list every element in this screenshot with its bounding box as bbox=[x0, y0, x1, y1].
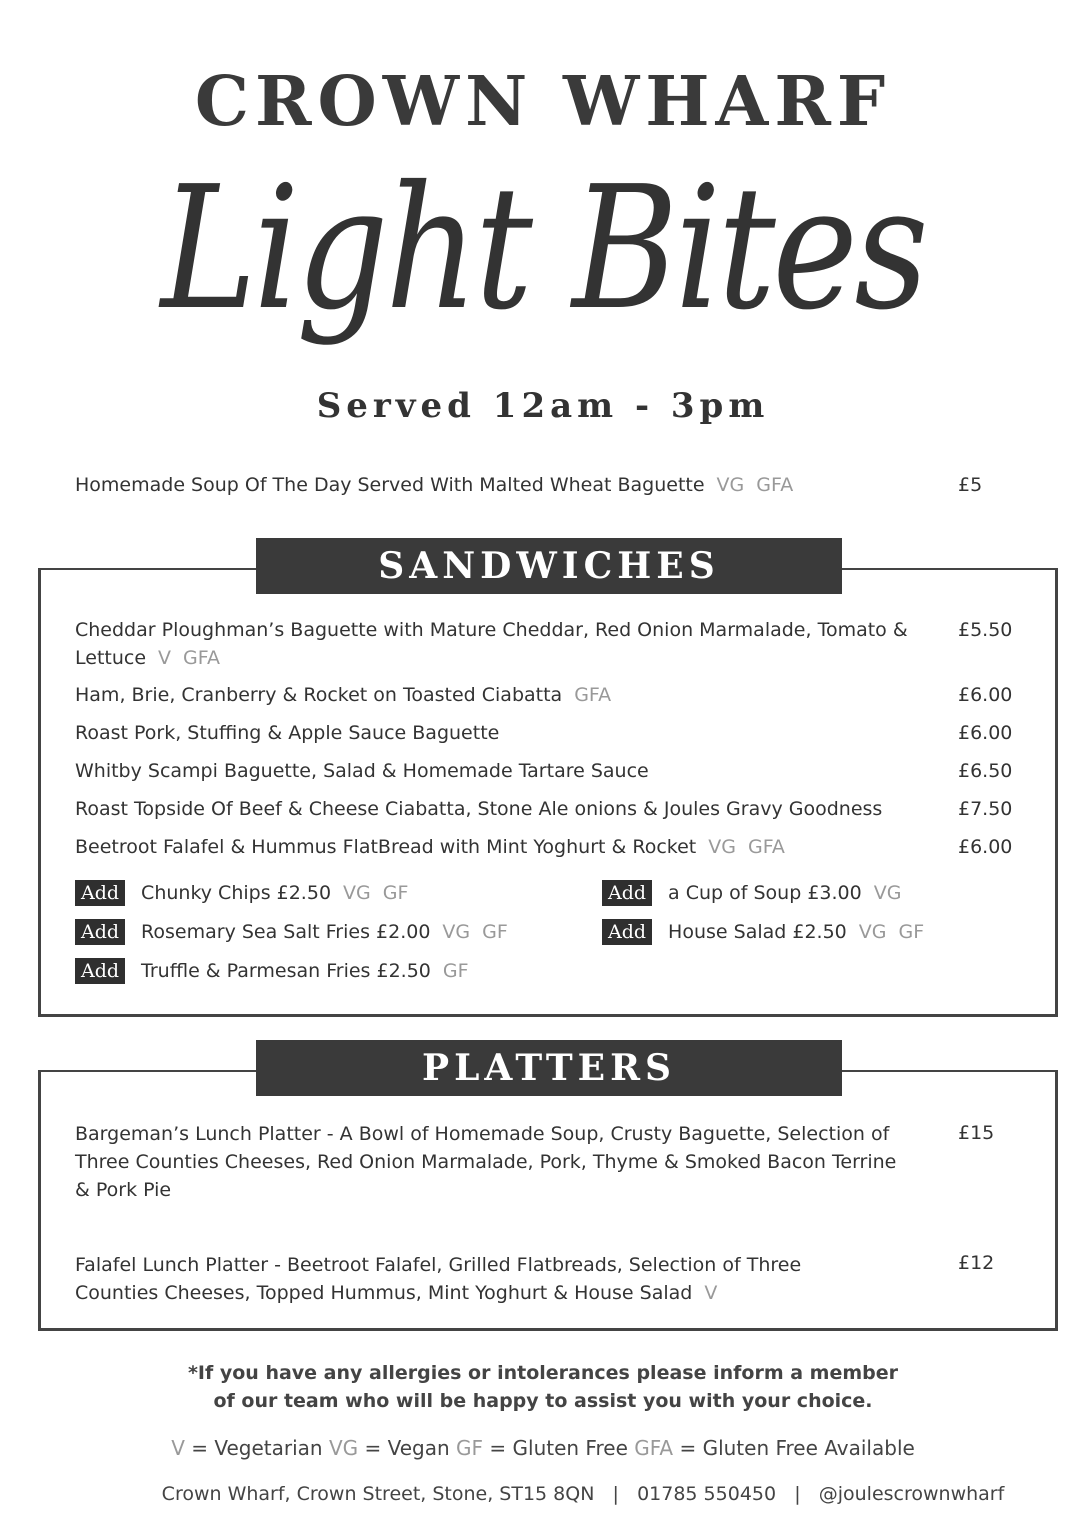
addon-item bbox=[75, 958, 469, 984]
item-price: £5 bbox=[958, 474, 983, 496]
item-price: £6.50 bbox=[958, 760, 1013, 782]
legend-code: GF bbox=[456, 1436, 484, 1460]
diet-tag: VG bbox=[442, 921, 471, 943]
addon-item bbox=[602, 919, 924, 945]
diet-tag: GFA bbox=[183, 647, 220, 669]
diet-tag: GF bbox=[898, 921, 925, 943]
add-badge: Add bbox=[602, 880, 652, 906]
menu-title: Light Bites bbox=[160, 150, 926, 348]
addon-item bbox=[602, 880, 901, 906]
item-price: £6.00 bbox=[958, 836, 1013, 858]
soup-item bbox=[75, 474, 793, 496]
item-name: Beetroot Falafel & Hummus FlatBread with Mint Yoghurt & Rocket bbox=[75, 836, 697, 858]
diet-tag: GF bbox=[442, 960, 469, 982]
legend-text: = Gluten Free bbox=[483, 1436, 635, 1460]
menu-item bbox=[75, 1120, 915, 1204]
add-badge: Add bbox=[75, 880, 125, 906]
item-name: Ham, Brie, Cranberry & Rocket on Toasted Ciabatta bbox=[75, 684, 563, 706]
contact-info: Crown Wharf, Crown Street, Stone, ST15 8QN | 01785 550450 | @joulescrownwharf bbox=[161, 1483, 1005, 1505]
diet-tag: VG bbox=[716, 474, 745, 496]
diet-tag: VG bbox=[873, 882, 902, 904]
legend-text: = Vegan bbox=[358, 1436, 457, 1460]
diet-tag: GF bbox=[482, 921, 508, 943]
addon-item bbox=[75, 880, 408, 906]
item-name: Cheddar Ploughman’s Baguette with Mature Cheddar, Red Onion Marmalade, Tomato & Lettuce bbox=[75, 619, 908, 669]
legend-code: VG bbox=[328, 1436, 359, 1460]
item-price: £5.50 bbox=[958, 619, 1013, 641]
platters-heading: PLATTERS bbox=[256, 1040, 842, 1096]
diet-tag: VG bbox=[343, 882, 371, 904]
venue-name: CROWN WHARF bbox=[194, 62, 892, 142]
menu-item bbox=[75, 1251, 835, 1307]
allergy-note: *If you have any allergies or intolerances please inform a member bbox=[187, 1362, 899, 1384]
sandwiches-heading: SANDWICHES bbox=[256, 538, 842, 594]
menu-item bbox=[75, 616, 935, 672]
item-price: £12 bbox=[958, 1252, 995, 1274]
item-price: £15 bbox=[958, 1122, 995, 1144]
diet-tag: VG bbox=[708, 836, 736, 858]
item-price: £7.50 bbox=[958, 798, 1013, 820]
diet-legend bbox=[0, 1436, 1086, 1460]
item-name: Falafel Lunch Platter - Beetroot Falafel, Grilled Flatbreads, Selection of Three Counties Cheeses, Topped Hummus, Mint Yoghurt & House Salad bbox=[75, 1254, 802, 1304]
item-price: £6.00 bbox=[958, 684, 1013, 706]
diet-tag: GFA bbox=[756, 474, 794, 496]
legend-code: GFA bbox=[634, 1436, 674, 1460]
legend-code: V bbox=[171, 1436, 185, 1460]
item-name: Roast Pork, Stuffing & Apple Sauce Baguette bbox=[75, 722, 500, 744]
addon-name: Truffle & Parmesan Fries £2.50 bbox=[141, 960, 431, 982]
add-badge: Add bbox=[602, 919, 652, 945]
diet-tag: GFA bbox=[747, 836, 785, 858]
legend-text: = Gluten Free Available bbox=[673, 1436, 915, 1460]
serving-times: Served 12am - 3pm bbox=[316, 386, 770, 426]
diet-tag: VG bbox=[858, 921, 887, 943]
item-name: Roast Topside Of Beef & Cheese Ciabatta, Stone Ale onions & Joules Gravy Goodness bbox=[75, 798, 883, 820]
addon-name: Chunky Chips £2.50 bbox=[141, 882, 332, 904]
diet-tag: V bbox=[158, 647, 172, 669]
diet-tag: V bbox=[704, 1282, 718, 1304]
menu-item bbox=[75, 836, 785, 858]
addon-name: House Salad £2.50 bbox=[668, 921, 847, 943]
item-name: Bargeman’s Lunch Platter - A Bowl of Homemade Soup, Crusty Baguette, Selection of Three Counties Cheeses, Red Onion Marmalade, Pork, Thyme & Smoked Bacon Terrine & Pork Pie bbox=[75, 1123, 897, 1201]
addon-item bbox=[75, 919, 508, 945]
item-price: £6.00 bbox=[958, 722, 1013, 744]
menu-item bbox=[75, 722, 499, 744]
diet-tag: GFA bbox=[574, 684, 612, 706]
add-badge: Add bbox=[75, 919, 125, 945]
menu-item bbox=[75, 798, 882, 820]
item-name: Homemade Soup Of The Day Served With Malted Wheat Baguette bbox=[75, 474, 705, 496]
allergy-note: of our team who will be happy to assist you with your choice. bbox=[213, 1390, 873, 1412]
menu-item bbox=[75, 760, 649, 782]
addon-name: a Cup of Soup £3.00 bbox=[668, 882, 862, 904]
addon-name: Rosemary Sea Salt Fries £2.00 bbox=[141, 921, 431, 943]
menu-item bbox=[75, 684, 611, 706]
item-name: Whitby Scampi Baguette, Salad & Homemade Tartare Sauce bbox=[75, 760, 649, 782]
diet-tag: GF bbox=[382, 882, 409, 904]
add-badge: Add bbox=[75, 958, 125, 984]
legend-text: = Vegetarian bbox=[184, 1436, 329, 1460]
